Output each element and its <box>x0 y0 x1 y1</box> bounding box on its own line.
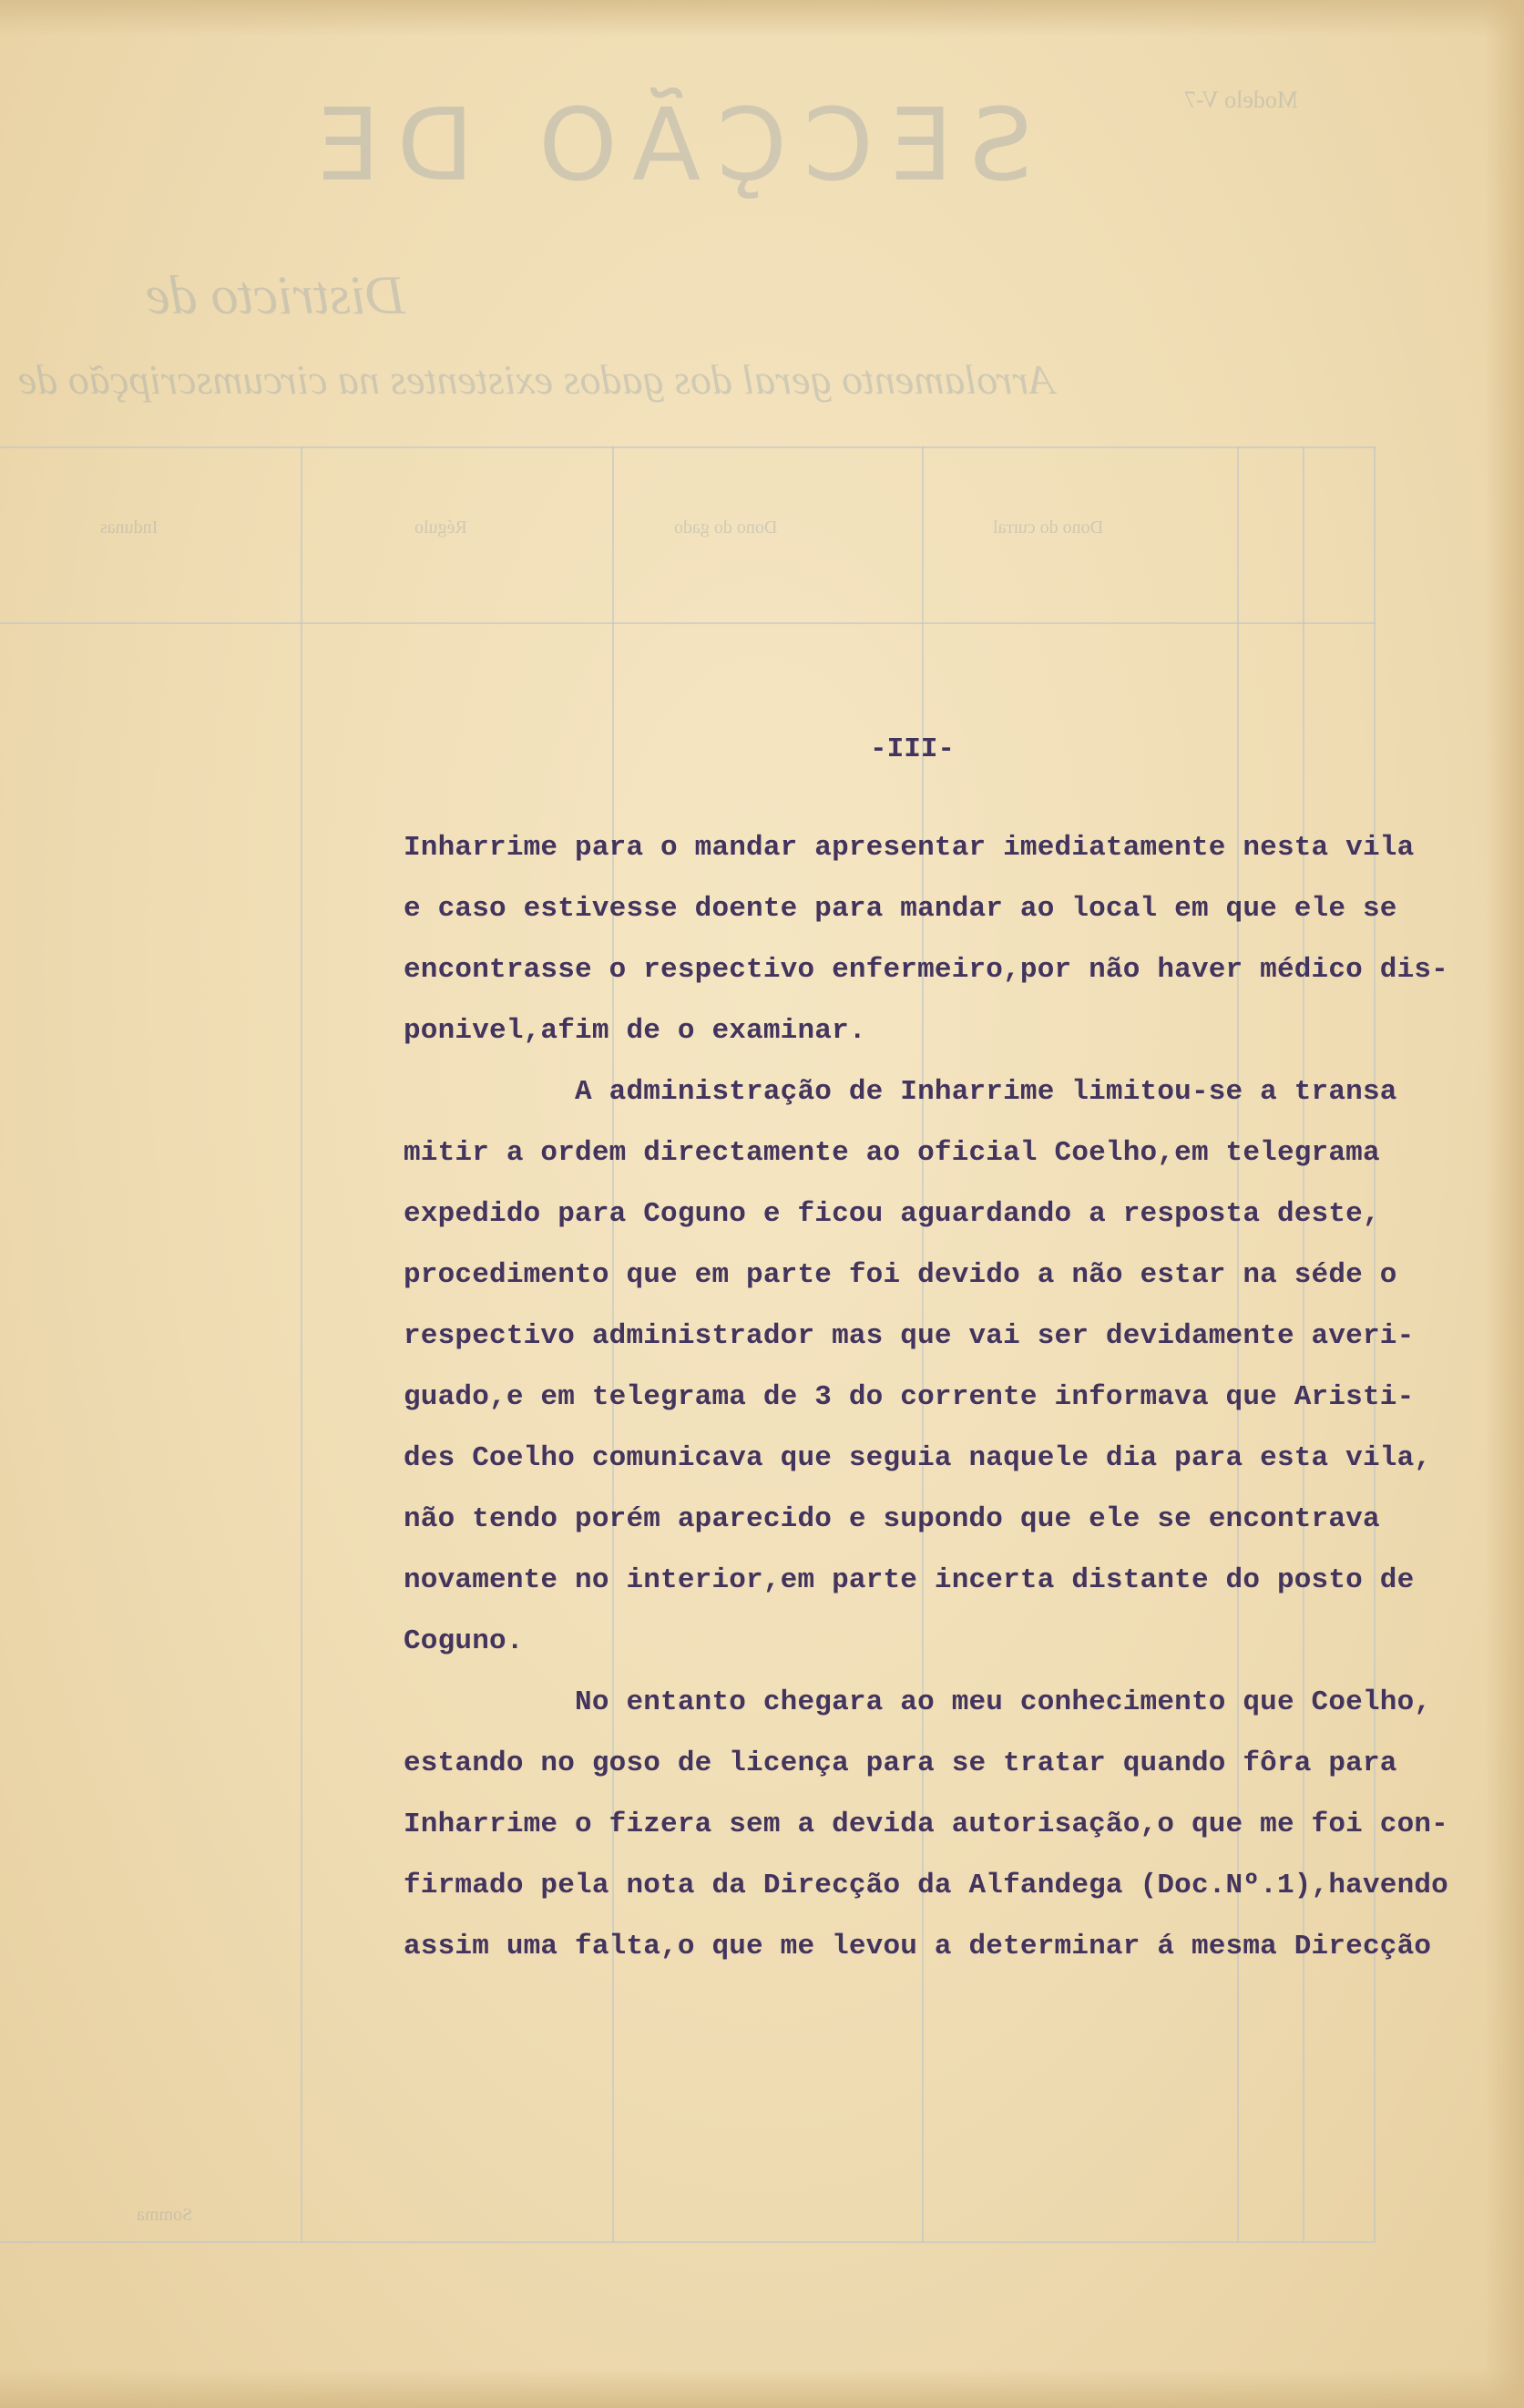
ghost-form-heading: Arrolamento geral dos gados existentes na circumscripção de <box>18 356 1055 403</box>
typed-line: ponivel,afim de o examinar. <box>404 1015 866 1047</box>
typed-line: expedido para Coguno e ficou aguardando a resposta deste, <box>404 1198 1380 1230</box>
typed-line: Coguno. <box>404 1625 524 1657</box>
ghost-column-header: Dono do curral <box>993 517 1104 538</box>
ghost-form-district: Districto de <box>146 265 405 325</box>
typed-line: Inharrime o fizera sem a devida autorisação,o que me foi con- <box>404 1809 1448 1840</box>
typed-line: des Coelho comunicava que seguia naquele dia para esta vila, <box>404 1442 1432 1474</box>
ghost-column-header: Indunas <box>100 517 159 538</box>
typed-line: A administração de Inharrime limitou-se a transa <box>404 1076 1397 1108</box>
paper-edge <box>0 2369 1524 2408</box>
typed-line: firmado pela nota da Direcção da Alfandega (Doc.Nº.1),havendo <box>404 1870 1448 1901</box>
typed-line: novamente no interior,em parte incerta distante do posto de <box>404 1564 1415 1596</box>
typed-line: guado,e em telegrama de 3 do corrente informava que Aristi- <box>404 1381 1415 1413</box>
typed-line: Inharrime para o mandar apresentar imediatamente nesta vila <box>404 832 1415 864</box>
table-rule <box>0 2241 1376 2243</box>
typed-line: mitir a ordem directamente ao oficial Coelho,em telegrama <box>404 1137 1380 1169</box>
typed-line: não tendo porém aparecido e supondo que ele se encontrava <box>404 1503 1380 1535</box>
typed-line: procedimento que em parte foi devido a não estar na séde o <box>404 1259 1397 1291</box>
table-rule <box>0 446 1376 448</box>
page-number: -III- <box>870 733 956 765</box>
ghost-column-header: Régulo <box>414 517 467 538</box>
typed-line: respectivo administrador mas que vai ser devidamente averi- <box>404 1320 1415 1352</box>
ghost-form-model: Modelo V-7 <box>1184 87 1298 113</box>
typed-line: encontrasse o respectivo enfermeiro,por não haver médico dis- <box>404 954 1448 986</box>
typed-line: No entanto chegara ao meu conhecimento que Coelho, <box>404 1686 1432 1718</box>
table-rule <box>301 446 302 2241</box>
ghost-form-title: SECÇÃO DE <box>301 87 1034 203</box>
ghost-form-bottom: Somma <box>137 2205 193 2225</box>
ghost-column-header: Dono do gado <box>674 517 778 538</box>
paper-edge <box>0 0 1524 36</box>
typed-line: assim uma falta,o que me levou a determinar á mesma Direcção <box>404 1931 1432 1962</box>
paper-edge <box>1485 0 1524 2408</box>
typed-line: estando no goso de licença para se tratar quando fôra para <box>404 1747 1397 1779</box>
typed-line: e caso estivesse doente para mandar ao local em que ele se <box>404 893 1397 925</box>
table-rule <box>0 622 1376 624</box>
